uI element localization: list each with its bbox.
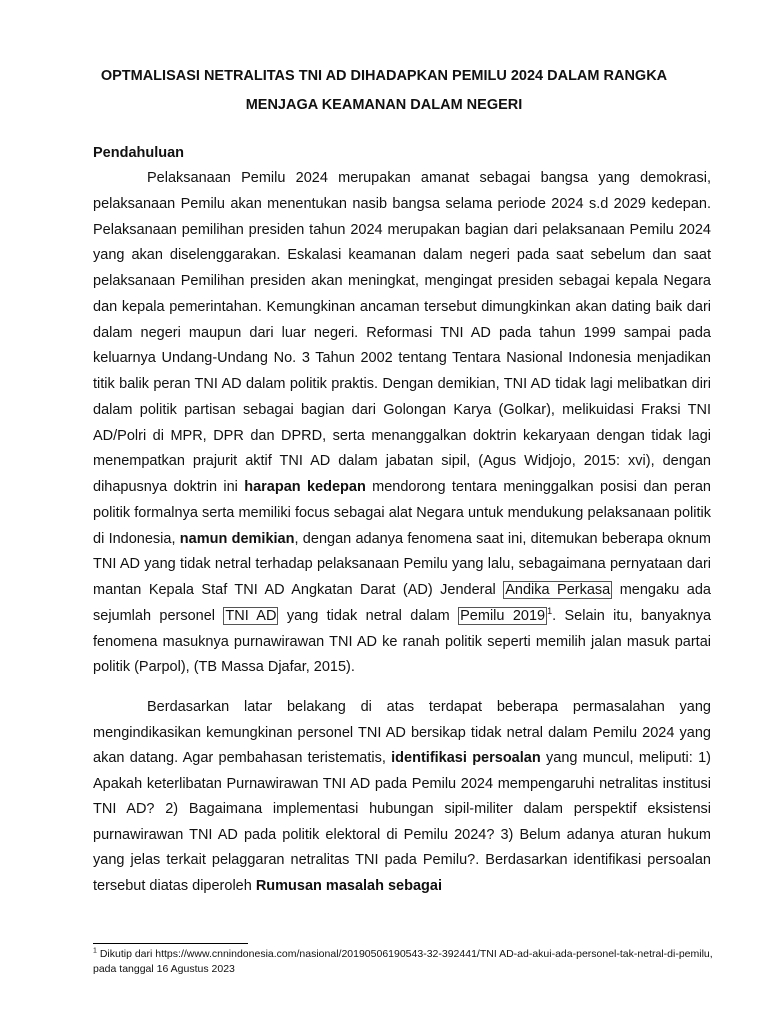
title-line-1: OPTMALISASI NETRALITAS TNI AD DIHADAPKAN PEMILU 2024 DALAM RANGKA — [100, 68, 668, 84]
paragraph-problem-identification — [93, 695, 711, 899]
footnote-text: Dikutip dari https://www.cnnindonesia.com/nasional/20190506190543-32-392441/TNI AD-ad-akui-ada-personel-tak-netral-di-pemilu, pada tanggal 16 Agustus 2023 — [93, 948, 713, 975]
paragraph-introduction — [93, 166, 711, 681]
footnote — [93, 947, 713, 976]
paragraph-text: Berdasarkan latar belakang di atas terdapat beberapa permasalahan yang mengindikasikan kemungkinan personel TNI AD bersikap tidak netral dalam Pemilu 2024 yang akan datang. Agar pembahasan teristematis, — [93, 699, 711, 766]
paragraph-text: yang muncul, meliputi: 1) Apakah keterlibatan Purnawirawan TNI AD pada Pemilu 2024 mempengaruhi netralitas institusi TNI AD? 2) Bagaimana implementasi hubungan sipil-militer dalam perspektif eksistensi purnawirawan TNI AD pada politik elektoral di Pemilu 2024? 3) Belum adanya aturan hukum yang jelas terkait pelaggaran netralitas TNI pada Pemilu?. Berdasarkan identifikasi persoalan tersebut diatas diperoleh — [93, 750, 711, 894]
paragraph-text: mengaku ada sejumlah personel — [93, 582, 711, 624]
bold-phrase: identifikasi persoalan — [391, 750, 541, 766]
document-title — [60, 62, 708, 120]
paragraph-text: mendorong tentara meninggalkan posisi dan peran politik formalnya serta memiliki focus sebagai alat Negara untuk mendukung pelaksanaan politik di Indonesia, — [93, 479, 711, 547]
paragraph-text: Pelaksanaan Pemilu 2024 merupakan amanat sebagai bangsa yang demokrasi, pelaksanaan Pemilu akan menentukan nasib bangsa selama periode 2024 s.d 2029 kedepan. Pelaksanaan pemilihan presiden tahun 2024 merupakan bagian dari pelaksanaan Pemilu 2024 yang akan diselenggarakan. Eskalasi keamanan dalam negeri pada saat sebelum dan saat pelaksanaan Pemilihan presiden akan meningkat, mengingat presiden sebagai kepala Negara dan kepala pemerintahan. Kemungkinan ancaman tersebut dimungkinkan akan dating baik dari dalam negeri maupun dari luar negeri. Reformasi TNI AD pada tahun 1999 sampai pada keluarnya Undang-Undang No. 3 Tahun 2002 tentang Tentara Nasional Indonesia menjadikan titik balik peran TNI AD dalam politik praktis. Dengan demikian, TNI AD tidak lagi melibatkan diri dalam politik partisan sebagai bagian dari Golongan Karya (Golkar), melikuidasi Fraksi TNI AD/Polri di MPR, DPR dan DPRD, serta menanggalkan doktrin kekaryaan dengan tidak lagi menempatkan prajurit aktif TNI AD dalam jabatan sipil, (Agus Widjojo, 2015: xvi), dengan dihapusnya doktrin ini — [93, 170, 711, 495]
bold-phrase: harapan kedepan — [244, 479, 366, 495]
paragraph-text: . Selain itu, banyaknya fenomena masuknya purnawirawan TNI AD ke ranah politik seperti memilih jalan masuk partai politik (Parpol), (TB Massa Djafar, 2015). — [93, 607, 712, 676]
paragraph-text: , dengan adanya fenomena saat ini, ditemukan beberapa oknum TNI AD yang tidak netral terhadap pelaksanaan Pemilu yang lalu, sebagaimana pernyataan dari mantan Kepala Staf TNI AD Angkatan Darat (AD) Jenderal — [93, 530, 711, 598]
highlighted-name: Andika Perkasa — [505, 582, 611, 598]
footnote-reference[interactable]: 1 — [547, 605, 553, 616]
section-heading: Pendahuluan — [93, 145, 185, 161]
bold-phrase: Rumusan masalah sebagai — [255, 877, 442, 894]
highlighted-term: Pemilu 2019 — [460, 607, 546, 624]
footnote-divider — [93, 943, 248, 944]
paragraph-text: yang tidak netral dalam — [278, 607, 459, 624]
bold-phrase: namun demikian — [179, 530, 295, 547]
highlighted-term: TNI AD — [225, 607, 277, 624]
title-line-2: MENJAGA KEAMANAN DALAM NEGERI — [245, 97, 523, 113]
footnote-number: 1 — [93, 947, 97, 955]
